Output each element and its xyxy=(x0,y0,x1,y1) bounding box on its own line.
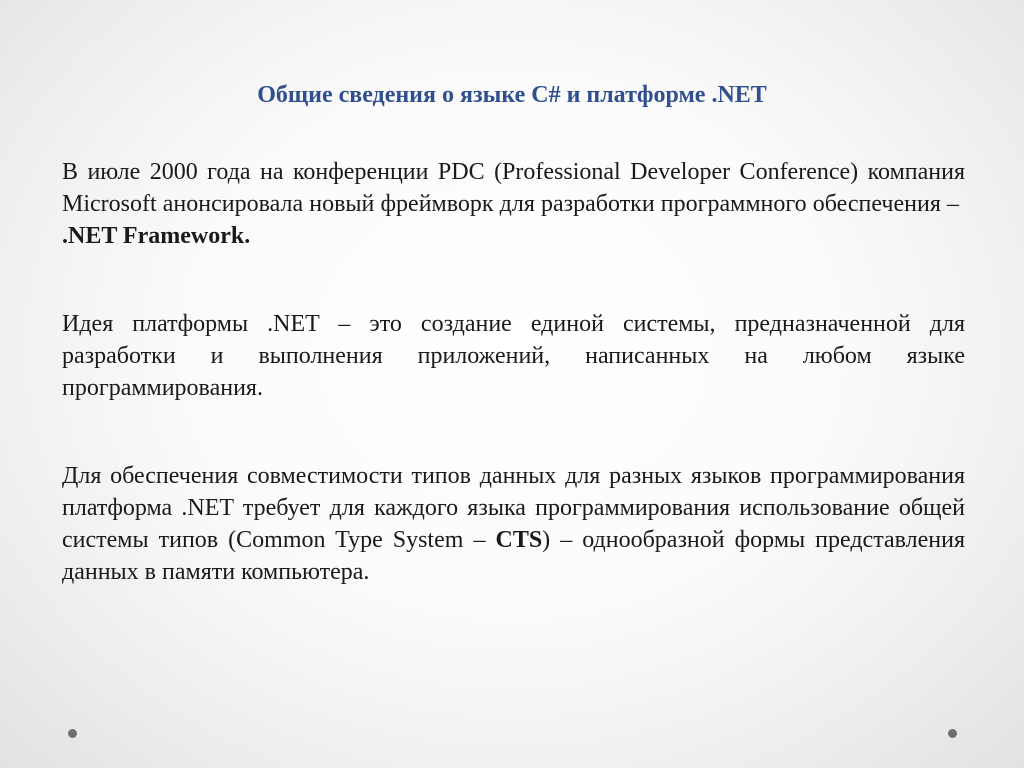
slide-title: Общие сведения о языке C# и платформе .NET xyxy=(257,82,767,108)
paragraph-3-text-after: ) – однообразной формы представления данных в памяти компьютера. xyxy=(62,527,966,585)
paragraph-net-idea xyxy=(62,308,965,404)
paragraph-3-emphasis: CTS xyxy=(495,527,543,553)
paragraph-2-text: Идея платформы .NET – это создание единой системы, предназначенной для разработки и выполнения приложений, написанных на любом языке программирования. xyxy=(62,311,965,401)
decorative-dot-left-icon xyxy=(68,729,77,738)
paragraph-1-text: В июле 2000 года на конференции PDC (Professional Developer Conference) компания Microsoft анонсировала новый фреймворк для разработки программного обеспечения – xyxy=(62,159,965,217)
paragraph-net-announcement xyxy=(62,156,965,252)
paragraph-3-text-before: Для обеспечения совместимости типов данных для разных языков программирования платформа .NET требует для каждого языка программирования использование общей системы типов (Common Type System – xyxy=(62,463,965,553)
paragraph-cts xyxy=(62,460,965,588)
paragraph-1-emphasis: .NET Framework. xyxy=(62,223,251,249)
decorative-dot-right-icon xyxy=(948,729,957,738)
